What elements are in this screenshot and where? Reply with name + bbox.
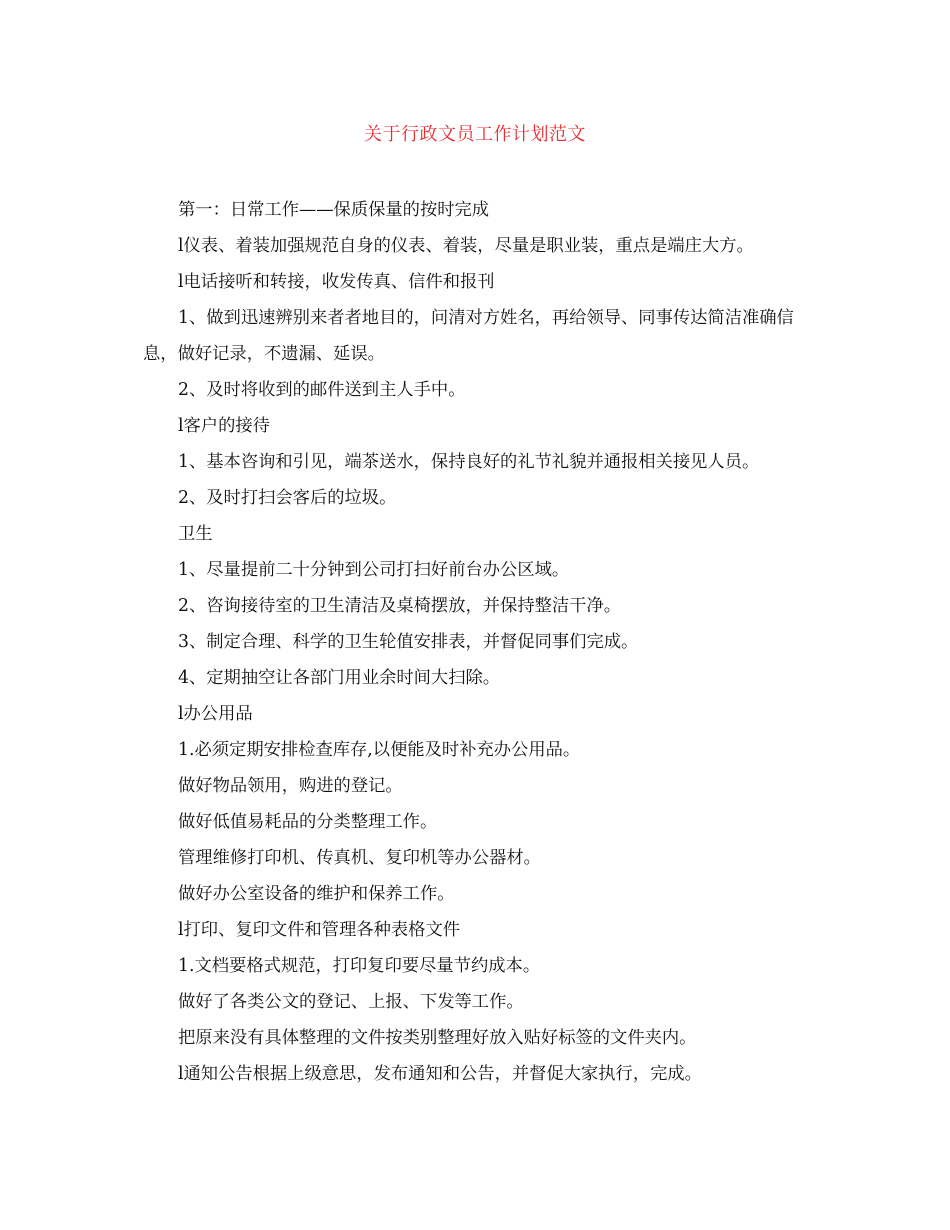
paragraph: l打印、复印文件和管理各种表格文件 (178, 920, 461, 940)
paragraph: l通知公告根据上级意思，发布通知和公告，并督促大家执行，完成。 (178, 1064, 702, 1084)
paragraph: l办公用品 (178, 704, 253, 724)
paragraph: l电话接听和转接，收发传真、信件和报刊 (178, 272, 495, 292)
document-title: 关于行政文员工作计划范文 (364, 124, 586, 145)
paragraph: 做好物品领用，购进的登记。 (178, 776, 403, 796)
paragraph: 4、定期抽空让各部门用业余时间大扫除。 (178, 668, 501, 688)
paragraph: l仪表、着装加强规范自身的仪表、着装，尽量是职业装，重点是端庄大方。 (178, 236, 754, 256)
paragraph: 2、及时将收到的邮件送到主人手中。 (178, 380, 466, 400)
paragraph: 做好了各类公文的登记、上报、下发等工作。 (178, 992, 524, 1012)
paragraph: 1、基本咨询和引见，端茶送水，保持良好的礼节礼貌并通报相关接见人员。 (178, 452, 760, 472)
paragraph: 把原来没有具体整理的文件按类别整理好放入贴好标签的文件夹内。 (178, 1028, 697, 1048)
paragraph: 1.必须定期安排检查库存,以便能及时补充办公用品。 (178, 740, 581, 760)
paragraph: 做好办公室设备的维护和保养工作。 (178, 884, 455, 904)
paragraph: 做好低值易耗品的分类整理工作。 (178, 812, 438, 832)
paragraph: 2、咨询接待室的卫生清洁及桌椅摆放，并保持整洁干净。 (178, 596, 622, 616)
paragraph: l客户的接待 (178, 416, 270, 436)
paragraph: 3、制定合理、科学的卫生轮值安排表，并督促同事们完成。 (178, 632, 639, 652)
paragraph: 第一：日常工作——保质保量的按时完成 (178, 200, 490, 220)
paragraph: 卫生 (178, 524, 213, 544)
paragraph: 1.文档要格式规范，打印复印要尽量节约成本。 (178, 956, 541, 976)
paragraph: 1、做到迅速辨别来者者地目的，问清对方姓名，再给领导、同事传达简洁准确信息，做好记录，不遗漏、延误。 (143, 308, 794, 364)
document-body (143, 192, 813, 1092)
paragraph: 1、尽量提前二十分钟到公司打扫好前台办公区域。 (178, 560, 570, 580)
paragraph: 管理维修打印机、传真机、复印机等办公器材。 (178, 848, 541, 868)
paragraph: 2、及时打扫会客后的垃圾。 (178, 488, 397, 508)
